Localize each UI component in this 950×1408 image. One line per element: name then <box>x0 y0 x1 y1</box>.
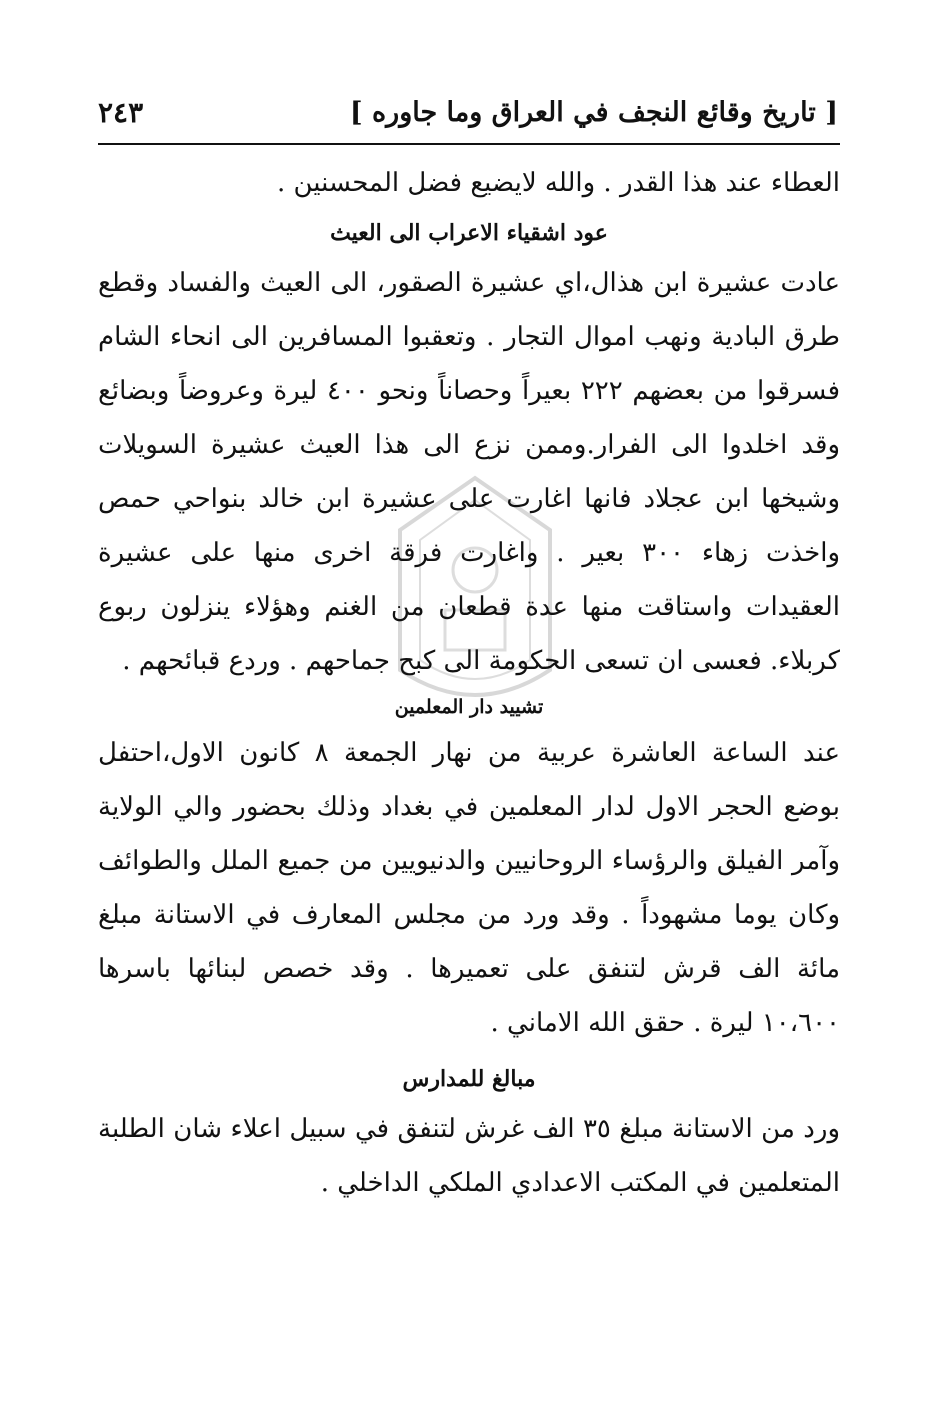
page-number: ٢٤٣ <box>98 95 144 129</box>
paragraph-school-funds: ورد من الاستانة مبلغ ٣٥ الف غرش لتنفق في سبيل اعلاء شان الطلبة المتعلمين في المكتب الاعدادي الملكي الداخلي . <box>98 1114 840 1198</box>
running-title: [ تاريخ وقائع النجف في العراق وما جاوره ] <box>349 96 838 128</box>
section-heading-teachers-house: تشييد دار المعلمين <box>394 696 544 718</box>
paragraph-bedouin-raids: عادت عشيرة ابن هذال،اي عشيرة الصقور، الى العيث والفساد وقطع طرق البادية ونهب اموال التجار . وتعقبوا المسافرين الى انحاء الشام فسرقوا من بعضهم ٢٢٢ بعيراً وحصاناً ونحو ٤٠٠ ليرة وعروضاً وبضائع وقد اخلدوا الى الفرار.وممن نزع الى هذا العيث عشيرة السويلات وشيخها ابن عجلاد فانها اغارت على عشيرة ابن خالد بنواحي حمص واخذت زهاء ٣٠٠ بعير . واغارت فرقة اخرى منها على عشيرة العقيدات واستاقت منها عدة قطعان من الغنم وهؤلاء ينزلون ربوع كربلاء. فعسى ان تسعى الحكومة الى كبح جماحهم . وردع قبائحهم . <box>98 268 841 676</box>
paragraph-teachers-house: عند الساعة العاشرة عربية من نهار الجمعة ٨ كانون الاول،احتفل بوضع الحجر الاول لدار المعلمين في بغداد وذلك بحضور والي الولاية وآمر الفيلق والرؤساء الروحانيين والدنيويين من جميع الملل والطوائف وكان يوما مشهوداً . وقد ورد من مجلس المعارف في الاستانة مبلغ مائة الف قرش لتنفق على تعميرها . وقد خصص لبنائها باسرها ١٠،٦٠٠ ليرة . حقق الله الاماني . <box>98 738 840 1038</box>
paragraph-continuation: العطاء عند هذا القدر . والله لايضيع فضل المحسنين . <box>276 168 840 198</box>
section-heading-bedouin-raids: عود اشقياء الاعراب الى العيث <box>330 220 608 246</box>
section-heading-school-funds: مبالغ للمدارس <box>402 1066 536 1092</box>
page-header <box>98 88 838 136</box>
page-content <box>98 156 840 1210</box>
header-rule <box>98 143 840 145</box>
